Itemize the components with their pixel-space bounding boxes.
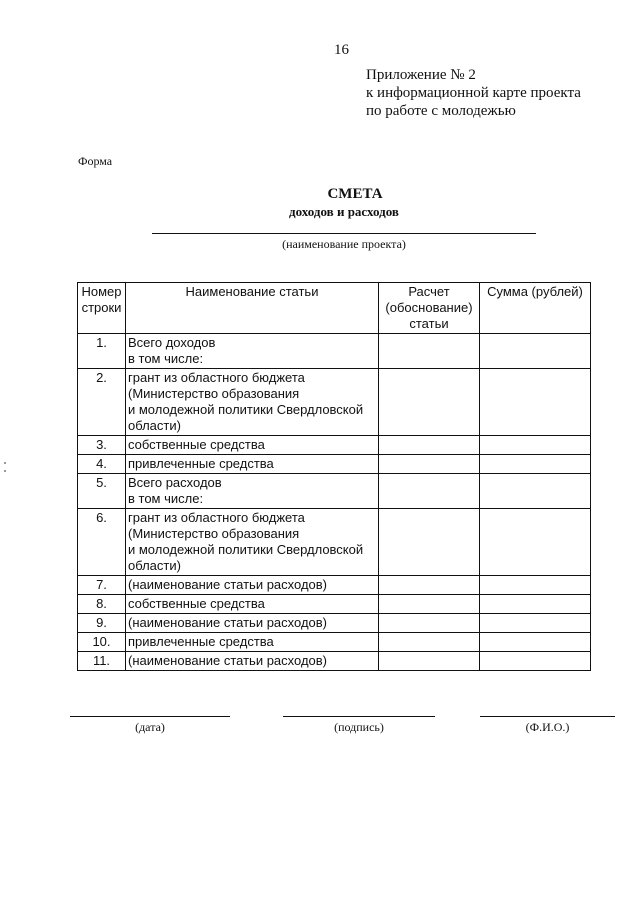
page-number: 16: [334, 42, 349, 58]
project-name-caption: (наименование проекта): [282, 237, 406, 251]
row-name-cell: грант из областного бюджета (Министерство образования и молодежной политики Свердловской области): [126, 509, 379, 576]
header-calc: Расчет (обоснование) статьи: [379, 283, 480, 334]
row-calc-cell: [379, 455, 480, 474]
table-row: [78, 509, 591, 576]
row-name-cell: привлеченные средства: [126, 455, 379, 474]
row-sum-cell: [480, 576, 591, 595]
row-calc-cell: [379, 633, 480, 652]
row-name-cell: привлеченные средства: [126, 633, 379, 652]
row-sum-cell: [480, 334, 591, 369]
row-sum-cell: [480, 455, 591, 474]
header-sum: Сумма (рублей): [480, 283, 591, 334]
table-header-row: [78, 283, 591, 334]
row-sum-cell: [480, 614, 591, 633]
signature-caption: (подпись): [334, 720, 384, 734]
fio-caption: (Ф.И.О.): [525, 720, 570, 734]
row-sum-cell: [480, 369, 591, 436]
row-number-cell: 3.: [78, 436, 126, 455]
row-name-cell: (наименование статьи расходов): [126, 652, 379, 671]
document-title: СМЕТА: [327, 186, 383, 202]
row-name-cell: грант из областного бюджета (Министерство образования и молодежной политики Свердловской области): [126, 369, 379, 436]
row-name-cell: (наименование статьи расходов): [126, 614, 379, 633]
date-line: [70, 716, 230, 717]
appendix-line-3: по работе с молодежью: [366, 103, 516, 119]
table-row: [78, 614, 591, 633]
table-row: [78, 652, 591, 671]
scan-speck: [4, 470, 6, 472]
table-row: [78, 369, 591, 436]
row-number-cell: 5.: [78, 474, 126, 509]
table-row: [78, 633, 591, 652]
table-row: [78, 334, 591, 369]
signature-line: [283, 716, 435, 717]
row-number-cell: 6.: [78, 509, 126, 576]
row-sum-cell: [480, 509, 591, 576]
row-sum-cell: [480, 474, 591, 509]
row-calc-cell: [379, 474, 480, 509]
row-sum-cell: [480, 633, 591, 652]
row-calc-cell: [379, 369, 480, 436]
document-subtitle: доходов и расходов: [289, 204, 399, 219]
appendix-heading: [366, 66, 581, 120]
row-number-cell: 2.: [78, 369, 126, 436]
row-sum-cell: [480, 436, 591, 455]
row-calc-cell: [379, 595, 480, 614]
row-name-cell: Всего расходов в том числе:: [126, 474, 379, 509]
row-name-cell: (наименование статьи расходов): [126, 576, 379, 595]
form-label: Форма: [78, 154, 113, 168]
row-number-cell: 8.: [78, 595, 126, 614]
row-calc-cell: [379, 436, 480, 455]
row-number-cell: 7.: [78, 576, 126, 595]
appendix-line-1: Приложение № 2: [366, 67, 476, 83]
table-row: [78, 595, 591, 614]
header-name: Наименование статьи: [126, 283, 379, 334]
table-row: [78, 436, 591, 455]
row-calc-cell: [379, 334, 480, 369]
row-name-cell: собственные средства: [126, 595, 379, 614]
table-row: [78, 455, 591, 474]
row-calc-cell: [379, 509, 480, 576]
project-name-line: [152, 233, 536, 234]
row-number-cell: 1.: [78, 334, 126, 369]
row-calc-cell: [379, 614, 480, 633]
table-row: [78, 576, 591, 595]
row-calc-cell: [379, 652, 480, 671]
row-name-cell: Всего доходов в том числе:: [126, 334, 379, 369]
scan-speck: [4, 462, 6, 464]
row-number-cell: 9.: [78, 614, 126, 633]
row-name-cell: собственные средства: [126, 436, 379, 455]
table-row: [78, 474, 591, 509]
row-number-cell: 10.: [78, 633, 126, 652]
row-sum-cell: [480, 595, 591, 614]
appendix-line-2: к информационной карте проекта: [366, 85, 581, 101]
header-number: Номер строки: [78, 283, 126, 334]
row-sum-cell: [480, 652, 591, 671]
row-number-cell: 4.: [78, 455, 126, 474]
row-number-cell: 11.: [78, 652, 126, 671]
estimate-table: [77, 282, 591, 671]
row-calc-cell: [379, 576, 480, 595]
date-caption: (дата): [135, 720, 165, 734]
fio-line: [480, 716, 615, 717]
